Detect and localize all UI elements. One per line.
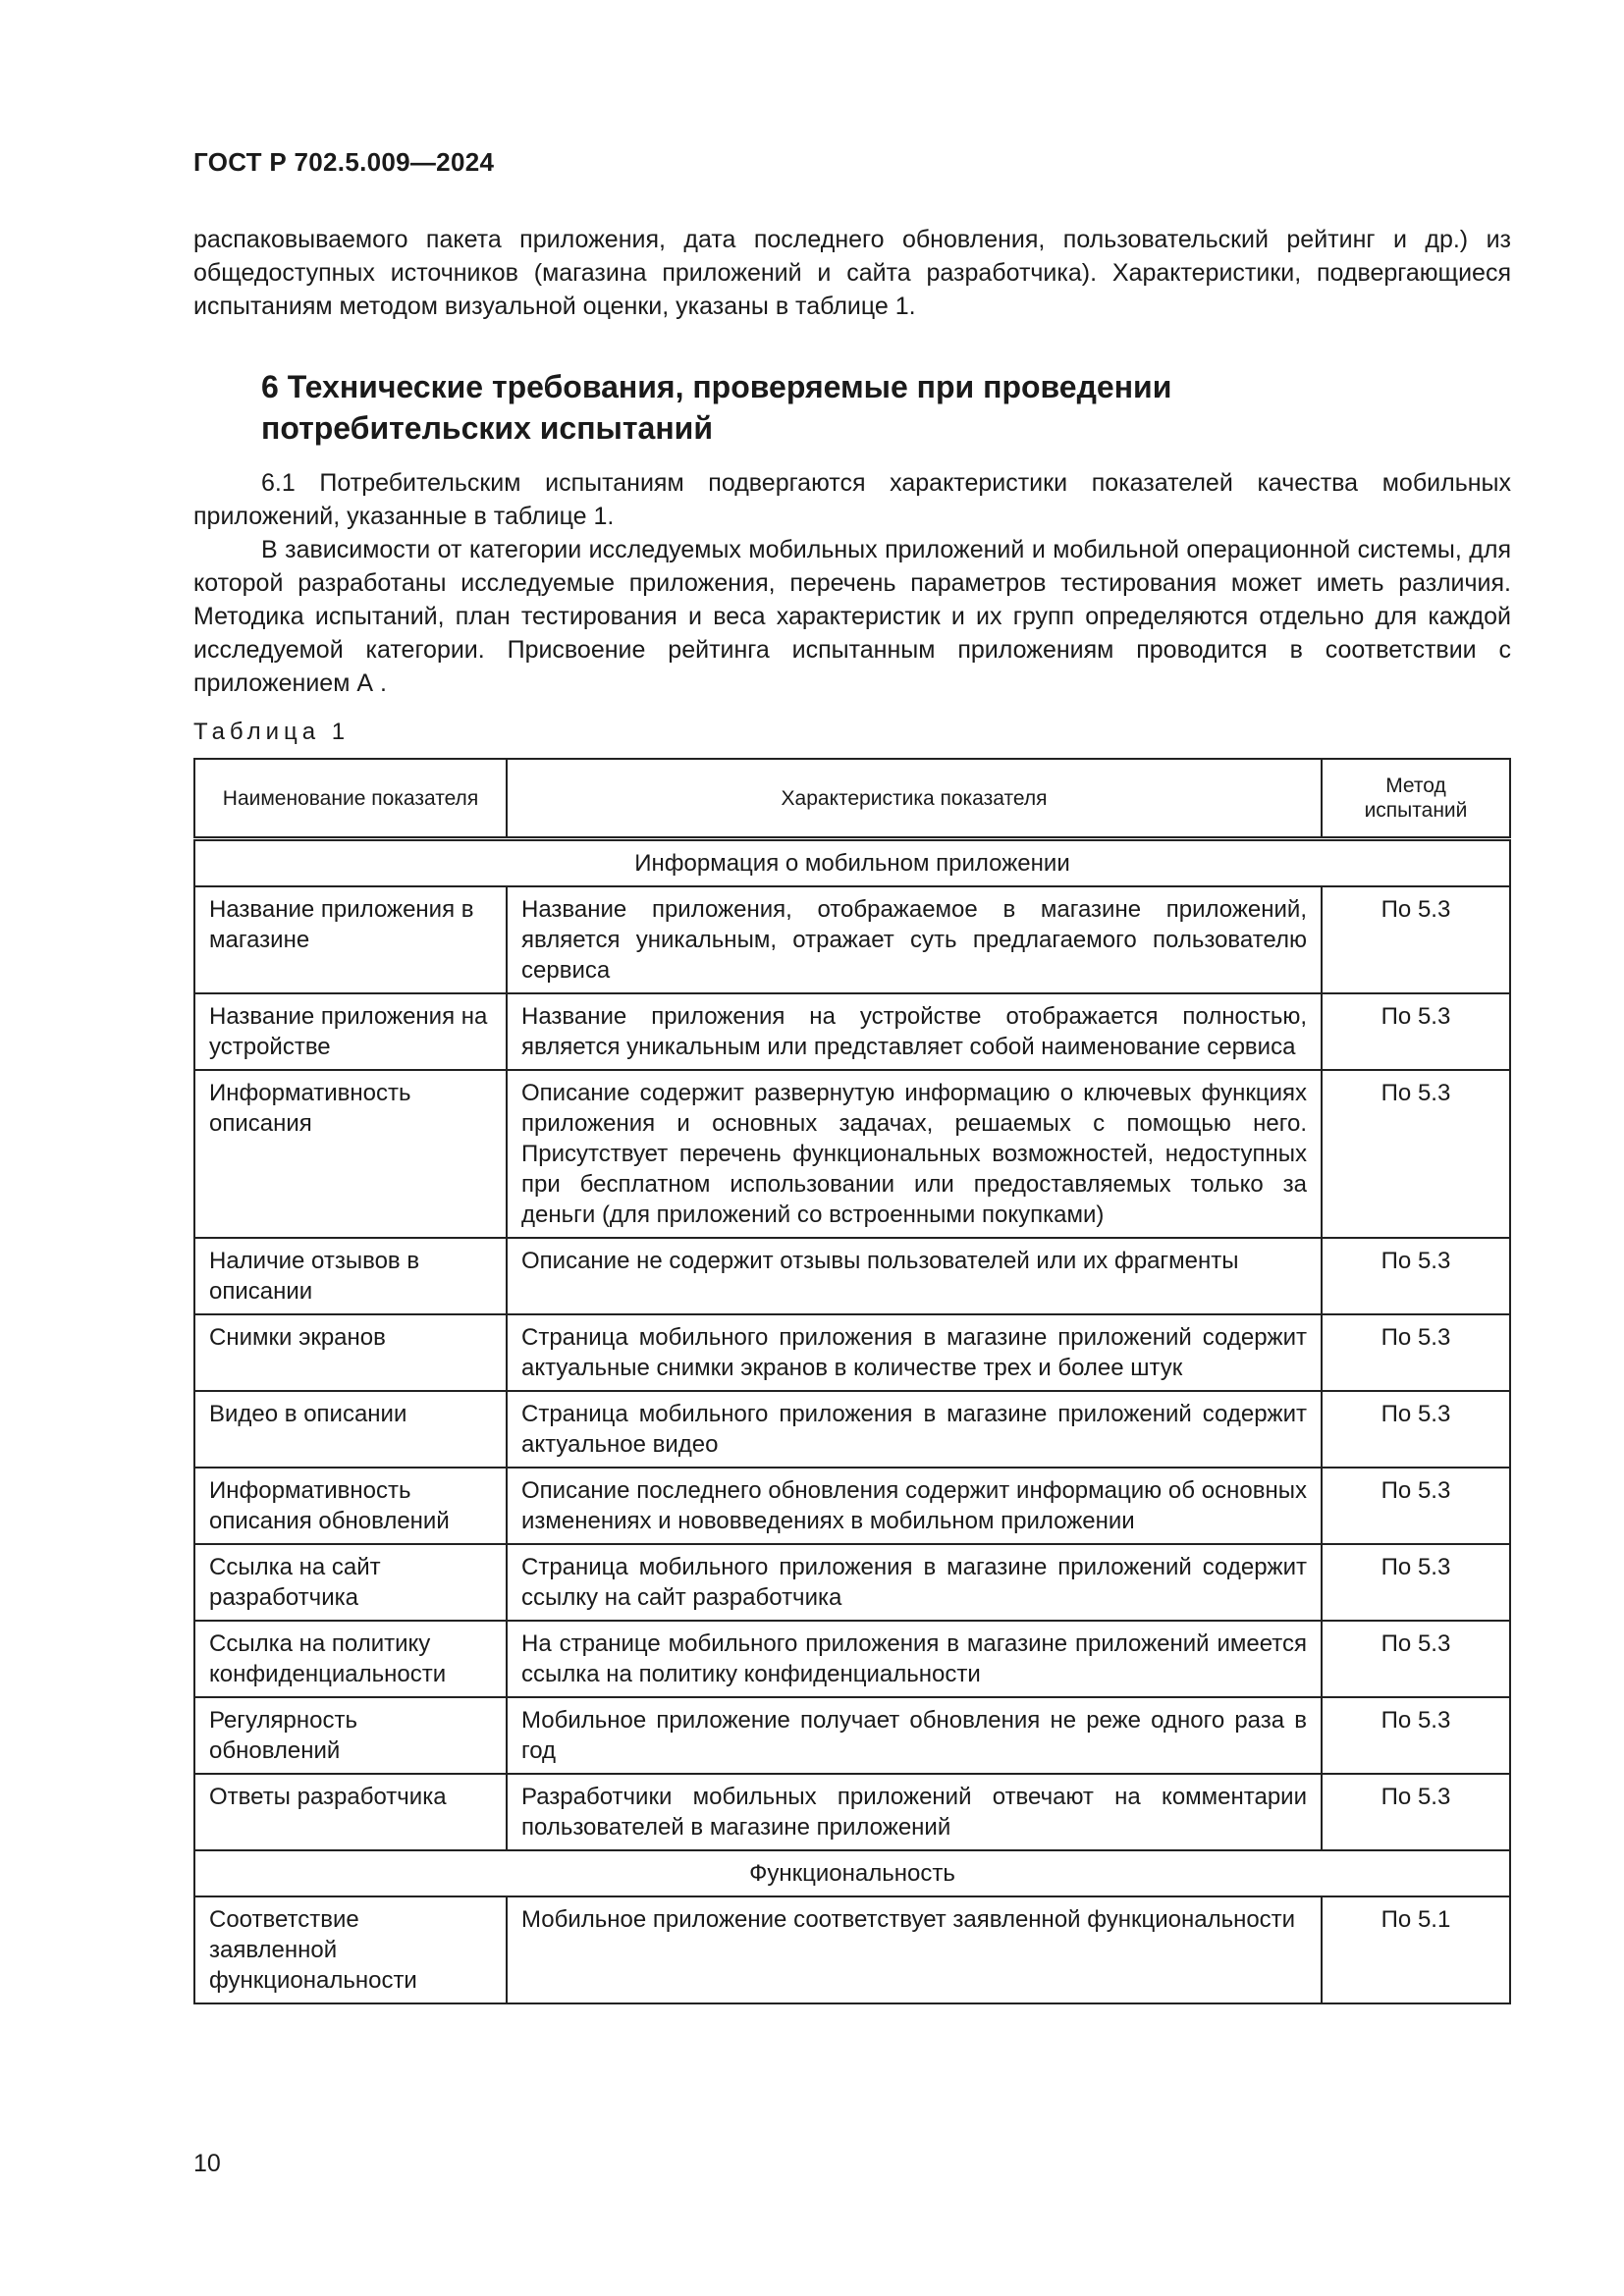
indicator-name: Регулярность обновлений xyxy=(194,1697,507,1774)
table-header-row xyxy=(194,759,1510,839)
indicator-characteristic: Страница мобильного приложения в магазине приложений содержит актуальное видео xyxy=(507,1391,1322,1468)
table-row xyxy=(194,1314,1510,1391)
indicator-characteristic: Описание последнего обновления содержит информацию об основных изменениях и нововведениях в мобильном приложении xyxy=(507,1468,1322,1544)
test-method: По 5.3 xyxy=(1322,1774,1510,1850)
test-method: По 5.3 xyxy=(1322,993,1510,1070)
indicator-characteristic: Мобильное приложение получает обновления не реже одного раза в год xyxy=(507,1697,1322,1774)
group-title: Функциональность xyxy=(194,1850,1510,1896)
indicator-characteristic: Мобильное приложение соответствует заявленной функциональности xyxy=(507,1896,1322,2003)
indicator-name: Снимки экранов xyxy=(194,1314,507,1391)
indicator-characteristic: Описание содержит развернутую информацию о ключевых функциях приложения и основных задачах, решаемых с помощью него. Присутствует перечень функциональных возможностей, недоступных при бесплатном использовании или предоставляемых только за деньги (для приложений со встроенными покупками) xyxy=(507,1070,1322,1238)
table-caption: Таблица 1 xyxy=(193,719,351,745)
table-row xyxy=(194,1468,1510,1544)
group-row xyxy=(194,1850,1510,1896)
test-method: По 5.3 xyxy=(1322,886,1510,993)
indicator-name: Ответы разработчика xyxy=(194,1774,507,1850)
section-body xyxy=(193,466,1511,700)
header-indicator-name: Наименование показателя xyxy=(194,759,507,839)
indicator-characteristic: Страница мобильного приложения в магазине приложений содержит актуальные снимки экранов в количестве трех и более штук xyxy=(507,1314,1322,1391)
table-row xyxy=(194,1391,1510,1468)
group-row xyxy=(194,839,1510,887)
table-row xyxy=(194,1896,1510,2003)
indicator-name: Видео в описании xyxy=(194,1391,507,1468)
indicator-characteristic: Разработчики мобильных приложений отвечают на комментарии пользователей в магазине приложений xyxy=(507,1774,1322,1850)
group-title: Информация о мобильном приложении xyxy=(194,839,1510,887)
indicator-name: Название приложения в магазине xyxy=(194,886,507,993)
indicator-name: Название приложения на устройстве xyxy=(194,993,507,1070)
indicator-name: Наличие отзывов в описании xyxy=(194,1238,507,1314)
test-method: По 5.3 xyxy=(1322,1314,1510,1391)
test-method: По 5.3 xyxy=(1322,1070,1510,1238)
paragraph-6-1: 6.1 Потребительским испытаниям подвергаются характеристики показателей качества мобильных приложений, указанные в таблице 1. xyxy=(193,469,1511,530)
table-row xyxy=(194,1697,1510,1774)
indicator-characteristic: Страница мобильного приложения в магазине приложений содержит ссылку на сайт разработчика xyxy=(507,1544,1322,1621)
characteristics-table xyxy=(193,758,1511,2004)
indicator-name: Соответствие заявленной функциональности xyxy=(194,1896,507,2003)
indicator-characteristic: Описание не содержит отзывы пользователей или их фрагменты xyxy=(507,1238,1322,1314)
indicator-characteristic: Название приложения, отображаемое в магазине приложений, является уникальным, отражает суть предлагаемого пользователю сервиса xyxy=(507,886,1322,993)
paragraph-6-1-cont: В зависимости от категории исследуемых мобильных приложений и мобильной операционной системы, для которой разработаны исследуемые приложения, перечень параметров тестирования может иметь различия. Методика испытаний, план тестирования и веса характеристик и их групп определяются отдельно для каждой исследуемой категории. Присвоение рейтинга испытанным приложениям проводится в соответствии с приложением А . xyxy=(193,536,1511,697)
indicator-name: Информативность описания обновлений xyxy=(194,1468,507,1544)
test-method: По 5.3 xyxy=(1322,1621,1510,1697)
page-number: 10 xyxy=(193,2150,221,2177)
test-method: По 5.3 xyxy=(1322,1544,1510,1621)
table-row xyxy=(194,993,1510,1070)
header-characteristic: Характеристика показателя xyxy=(507,759,1322,839)
test-method: По 5.3 xyxy=(1322,1697,1510,1774)
indicator-name: Ссылка на политику конфиденциальности xyxy=(194,1621,507,1697)
indicator-characteristic: На странице мобильного приложения в магазине приложений имеется ссылка на политику конфиденциальности xyxy=(507,1621,1322,1697)
section-title: 6 Технические требования, проверяемые при проведении потребительских испытаний xyxy=(261,369,1172,446)
intro-paragraph: распаковываемого пакета приложения, дата последнего обновления, пользовательский рейтинг и др.) из общедоступных источников (магазина приложений и сайта разработчика). Характеристики, подвергающиеся испытаниям методом визуальной оценки, указаны в таблице 1. xyxy=(193,226,1511,320)
test-method: По 5.3 xyxy=(1322,1391,1510,1468)
table-row xyxy=(194,1238,1510,1314)
document-code: ГОСТ Р 702.5.009—2024 xyxy=(193,147,495,177)
test-method: По 5.1 xyxy=(1322,1896,1510,2003)
table-row xyxy=(194,1070,1510,1238)
table-row xyxy=(194,1544,1510,1621)
indicator-characteristic: Название приложения на устройстве отображается полностью, является уникальным или представляет собой наименование сервиса xyxy=(507,993,1322,1070)
table-row xyxy=(194,886,1510,993)
table-row xyxy=(194,1621,1510,1697)
table-row xyxy=(194,1774,1510,1850)
test-method: По 5.3 xyxy=(1322,1238,1510,1314)
indicator-name: Ссылка на сайт разработчика xyxy=(194,1544,507,1621)
header-test-method: Метод испытаний xyxy=(1322,759,1510,839)
test-method: По 5.3 xyxy=(1322,1468,1510,1544)
indicator-name: Информативность описания xyxy=(194,1070,507,1238)
